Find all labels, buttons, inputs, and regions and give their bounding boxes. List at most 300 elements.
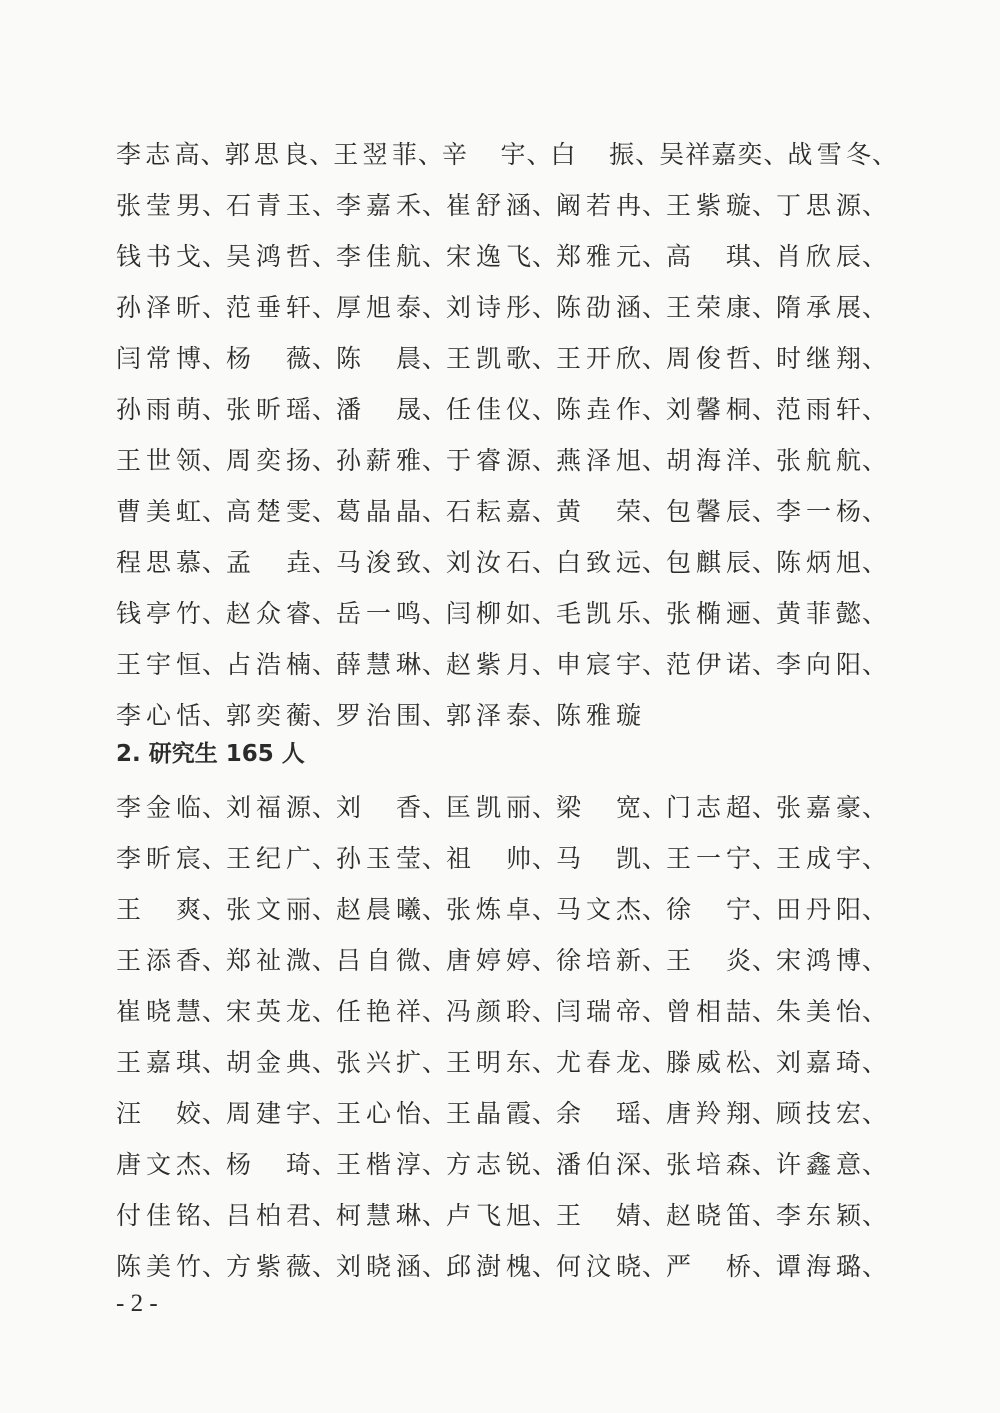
person-name: 曾相喆 bbox=[666, 996, 752, 1026]
separator: 、 bbox=[532, 343, 559, 373]
separator: 、 bbox=[422, 1047, 449, 1077]
person-name: 范伊诺 bbox=[666, 649, 752, 679]
name-row bbox=[116, 780, 896, 831]
person-name: 毛凯乐 bbox=[556, 598, 642, 628]
separator: 、 bbox=[752, 190, 779, 220]
person-name: 马 凯 bbox=[556, 843, 642, 873]
separator: 、 bbox=[532, 598, 559, 628]
person-name: 孙泽昕 bbox=[116, 292, 202, 322]
person-name: 郑祉溦 bbox=[226, 945, 312, 975]
person-name: 王荣康 bbox=[666, 292, 752, 322]
person-name: 徐 宁 bbox=[666, 894, 752, 924]
separator: 、 bbox=[862, 996, 889, 1026]
separator: 、 bbox=[422, 649, 449, 679]
person-name: 刘馨桐 bbox=[666, 394, 752, 424]
separator: 、 bbox=[532, 843, 559, 873]
separator: 、 bbox=[642, 343, 669, 373]
separator: 、 bbox=[422, 394, 449, 424]
separator: 、 bbox=[862, 1149, 889, 1179]
separator: 、 bbox=[752, 894, 779, 924]
person-name: 李一杨 bbox=[776, 496, 862, 526]
separator: 、 bbox=[862, 343, 889, 373]
separator: 、 bbox=[532, 496, 559, 526]
name-row bbox=[116, 1188, 896, 1239]
name-row bbox=[116, 586, 896, 637]
person-name: 占浩楠 bbox=[226, 649, 312, 679]
separator: 、 bbox=[862, 241, 889, 271]
person-name: 何汶晓 bbox=[556, 1251, 642, 1281]
person-name: 王开欣 bbox=[556, 343, 642, 373]
separator: 、 bbox=[202, 292, 229, 322]
section-heading: 2. 研究生 165 人 bbox=[116, 741, 305, 767]
separator: 、 bbox=[642, 1047, 669, 1077]
separator: 、 bbox=[312, 496, 339, 526]
person-name: 孙雨萌 bbox=[116, 394, 202, 424]
separator: 、 bbox=[312, 343, 339, 373]
separator: 、 bbox=[862, 190, 889, 220]
person-name: 陈雅璇 bbox=[556, 700, 642, 730]
person-name: 陈垚作 bbox=[556, 394, 642, 424]
person-name: 潘伯深 bbox=[556, 1149, 642, 1179]
person-name: 阚若冉 bbox=[556, 190, 642, 220]
name-row bbox=[116, 984, 896, 1035]
separator: 、 bbox=[422, 894, 449, 924]
separator: 、 bbox=[532, 394, 559, 424]
separator: 、 bbox=[202, 394, 229, 424]
person-name: 胡海洋 bbox=[666, 445, 752, 475]
person-name: 孟 垚 bbox=[226, 547, 312, 577]
person-name: 滕威松 bbox=[666, 1047, 752, 1077]
separator: 、 bbox=[422, 241, 449, 271]
separator: 、 bbox=[312, 996, 339, 1026]
person-name: 刘 香 bbox=[336, 792, 422, 822]
person-name: 李向阳 bbox=[776, 649, 862, 679]
person-name: 冯颜聆 bbox=[446, 996, 532, 1026]
person-name: 许鑫意 bbox=[776, 1149, 862, 1179]
separator: 、 bbox=[763, 139, 790, 169]
separator: 、 bbox=[309, 139, 336, 169]
name-row bbox=[116, 127, 899, 178]
separator: 、 bbox=[312, 241, 339, 271]
separator: 、 bbox=[532, 1251, 559, 1281]
person-name: 刘汝石 bbox=[446, 547, 532, 577]
separator: 、 bbox=[642, 547, 669, 577]
person-name: 李东颖 bbox=[776, 1200, 862, 1230]
person-name: 柯慧琳 bbox=[336, 1200, 422, 1230]
separator: 、 bbox=[532, 292, 559, 322]
separator: 、 bbox=[642, 1149, 669, 1179]
separator: 、 bbox=[422, 598, 449, 628]
person-name: 吕自微 bbox=[336, 945, 422, 975]
person-name: 赵紫月 bbox=[446, 649, 532, 679]
person-name: 李心恬 bbox=[116, 700, 202, 730]
separator: 、 bbox=[752, 1200, 779, 1230]
person-name: 赵晓笛 bbox=[666, 1200, 752, 1230]
name-row bbox=[116, 637, 896, 688]
person-name: 丁思源 bbox=[776, 190, 862, 220]
separator: 、 bbox=[417, 139, 444, 169]
separator: 、 bbox=[312, 1251, 339, 1281]
person-name: 于睿源 bbox=[446, 445, 532, 475]
name-row bbox=[116, 280, 896, 331]
separator: 、 bbox=[642, 945, 669, 975]
separator: 、 bbox=[752, 241, 779, 271]
person-name: 闫柳如 bbox=[446, 598, 532, 628]
name-list-undergraduate bbox=[116, 127, 899, 739]
separator: 、 bbox=[642, 1200, 669, 1230]
separator: 、 bbox=[422, 700, 449, 730]
person-name: 任艳祥 bbox=[336, 996, 422, 1026]
separator: 、 bbox=[422, 792, 449, 822]
person-name: 杨 薇 bbox=[226, 343, 312, 373]
separator: 、 bbox=[532, 996, 559, 1026]
person-name: 张培森 bbox=[666, 1149, 752, 1179]
person-name: 顾技宏 bbox=[776, 1098, 862, 1128]
separator: 、 bbox=[202, 496, 229, 526]
separator: 、 bbox=[422, 496, 449, 526]
person-name: 包馨辰 bbox=[666, 496, 752, 526]
person-name: 石青玉 bbox=[226, 190, 312, 220]
separator: 、 bbox=[642, 598, 669, 628]
person-name: 门志超 bbox=[666, 792, 752, 822]
separator: 、 bbox=[862, 1047, 889, 1077]
separator: 、 bbox=[532, 649, 559, 679]
person-name: 王宇恒 bbox=[116, 649, 202, 679]
person-name: 马浚致 bbox=[336, 547, 422, 577]
separator: 、 bbox=[312, 649, 339, 679]
person-name: 朱美怡 bbox=[776, 996, 862, 1026]
separator: 、 bbox=[422, 1149, 449, 1179]
person-name: 方紫薇 bbox=[226, 1251, 312, 1281]
person-name: 战雪冬 bbox=[787, 139, 873, 169]
person-name: 赵晨曦 bbox=[336, 894, 422, 924]
person-name: 李金临 bbox=[116, 792, 202, 822]
person-name: 李嘉禾 bbox=[336, 190, 422, 220]
name-row bbox=[116, 331, 896, 382]
person-name: 石耘嘉 bbox=[446, 496, 532, 526]
separator: 、 bbox=[202, 700, 229, 730]
person-name: 程思慕 bbox=[116, 547, 202, 577]
person-name: 张炼卓 bbox=[446, 894, 532, 924]
person-name: 唐婷婷 bbox=[446, 945, 532, 975]
separator: 、 bbox=[532, 445, 559, 475]
separator: 、 bbox=[752, 996, 779, 1026]
person-name: 王楷淳 bbox=[336, 1149, 422, 1179]
separator: 、 bbox=[752, 1047, 779, 1077]
separator: 、 bbox=[312, 445, 339, 475]
separator: 、 bbox=[202, 241, 229, 271]
separator: 、 bbox=[635, 139, 662, 169]
separator: 、 bbox=[200, 139, 227, 169]
separator: 、 bbox=[532, 792, 559, 822]
name-row bbox=[116, 688, 896, 739]
person-name: 黄菲懿 bbox=[776, 598, 862, 628]
person-name: 燕泽旭 bbox=[556, 445, 642, 475]
separator: 、 bbox=[642, 649, 669, 679]
separator: 、 bbox=[312, 945, 339, 975]
separator: 、 bbox=[862, 547, 889, 577]
separator: 、 bbox=[752, 843, 779, 873]
person-name: 宋英龙 bbox=[226, 996, 312, 1026]
separator: 、 bbox=[312, 394, 339, 424]
separator: 、 bbox=[642, 241, 669, 271]
person-name: 王心怡 bbox=[336, 1098, 422, 1128]
separator: 、 bbox=[202, 1149, 229, 1179]
separator: 、 bbox=[312, 894, 339, 924]
separator: 、 bbox=[862, 792, 889, 822]
person-name: 田丹阳 bbox=[776, 894, 862, 924]
name-row bbox=[116, 831, 896, 882]
person-name: 陈劭涵 bbox=[556, 292, 642, 322]
person-name: 张航航 bbox=[776, 445, 862, 475]
separator: 、 bbox=[202, 1047, 229, 1077]
person-name: 崔舒涵 bbox=[446, 190, 532, 220]
separator: 、 bbox=[202, 1251, 229, 1281]
person-name: 胡金典 bbox=[226, 1047, 312, 1077]
person-name: 任佳仪 bbox=[446, 394, 532, 424]
separator: 、 bbox=[532, 241, 559, 271]
person-name: 王明东 bbox=[446, 1047, 532, 1077]
person-name: 钱亭竹 bbox=[116, 598, 202, 628]
separator: 、 bbox=[312, 1047, 339, 1077]
person-name: 谭海璐 bbox=[776, 1251, 862, 1281]
person-name: 吕柏君 bbox=[226, 1200, 312, 1230]
person-name: 陈 晨 bbox=[336, 343, 422, 373]
person-name: 范雨轩 bbox=[776, 394, 862, 424]
person-name: 张嘉豪 bbox=[776, 792, 862, 822]
name-row bbox=[116, 535, 896, 586]
separator: 、 bbox=[752, 343, 779, 373]
person-name: 匡凯丽 bbox=[446, 792, 532, 822]
person-name: 葛晶晶 bbox=[336, 496, 422, 526]
person-name: 崔晓慧 bbox=[116, 996, 202, 1026]
separator: 、 bbox=[752, 649, 779, 679]
separator: 、 bbox=[532, 190, 559, 220]
name-row bbox=[116, 433, 896, 484]
separator: 、 bbox=[752, 598, 779, 628]
person-name: 张昕瑶 bbox=[226, 394, 312, 424]
separator: 、 bbox=[752, 394, 779, 424]
separator: 、 bbox=[862, 1200, 889, 1230]
person-name: 郭泽泰 bbox=[446, 700, 532, 730]
separator: 、 bbox=[752, 445, 779, 475]
person-name: 郑雅元 bbox=[556, 241, 642, 271]
person-name: 范垂轩 bbox=[226, 292, 312, 322]
person-name: 王世领 bbox=[116, 445, 202, 475]
name-row bbox=[116, 484, 896, 535]
separator: 、 bbox=[532, 547, 559, 577]
separator: 、 bbox=[202, 945, 229, 975]
separator: 、 bbox=[752, 1251, 779, 1281]
separator: 、 bbox=[422, 343, 449, 373]
person-name: 白 振 bbox=[550, 139, 636, 169]
person-name: 王 爽 bbox=[116, 894, 202, 924]
separator: 、 bbox=[872, 139, 899, 169]
person-name: 张文丽 bbox=[226, 894, 312, 924]
separator: 、 bbox=[422, 945, 449, 975]
separator: 、 bbox=[312, 1149, 339, 1179]
person-name: 罗治围 bbox=[336, 700, 422, 730]
person-name: 张莹男 bbox=[116, 190, 202, 220]
separator: 、 bbox=[532, 945, 559, 975]
separator: 、 bbox=[202, 792, 229, 822]
person-name: 吴祥嘉奕 bbox=[659, 139, 764, 169]
separator: 、 bbox=[422, 547, 449, 577]
person-name: 薛慧琳 bbox=[336, 649, 422, 679]
separator: 、 bbox=[422, 1200, 449, 1230]
separator: 、 bbox=[752, 1149, 779, 1179]
separator: 、 bbox=[202, 343, 229, 373]
separator: 、 bbox=[312, 843, 339, 873]
separator: 、 bbox=[532, 1098, 559, 1128]
person-name: 闫常博 bbox=[116, 343, 202, 373]
person-name: 方志锐 bbox=[446, 1149, 532, 1179]
person-name: 宋鸿博 bbox=[776, 945, 862, 975]
separator: 、 bbox=[422, 445, 449, 475]
separator: 、 bbox=[312, 700, 339, 730]
name-row bbox=[116, 933, 896, 984]
person-name: 包麒辰 bbox=[666, 547, 752, 577]
separator: 、 bbox=[312, 1200, 339, 1230]
separator: 、 bbox=[312, 1098, 339, 1128]
person-name: 尤春龙 bbox=[556, 1047, 642, 1077]
person-name: 陈炳旭 bbox=[776, 547, 862, 577]
page-number: - 2 - bbox=[116, 1290, 158, 1317]
person-name: 徐培新 bbox=[556, 945, 642, 975]
person-name: 钱书戈 bbox=[116, 241, 202, 271]
person-name: 赵众睿 bbox=[226, 598, 312, 628]
name-row bbox=[116, 382, 896, 433]
separator: 、 bbox=[202, 1098, 229, 1128]
separator: 、 bbox=[642, 292, 669, 322]
person-name: 杨 琦 bbox=[226, 1149, 312, 1179]
person-name: 李昕宸 bbox=[116, 843, 202, 873]
separator: 、 bbox=[532, 1200, 559, 1230]
person-name: 李佳航 bbox=[336, 241, 422, 271]
person-name: 时继翔 bbox=[776, 343, 862, 373]
person-name: 王 炎 bbox=[666, 945, 752, 975]
separator: 、 bbox=[862, 292, 889, 322]
person-name: 周俊哲 bbox=[666, 343, 752, 373]
person-name: 刘诗彤 bbox=[446, 292, 532, 322]
person-name: 周奕扬 bbox=[226, 445, 312, 475]
person-name: 郭奕蘅 bbox=[226, 700, 312, 730]
separator: 、 bbox=[752, 547, 779, 577]
separator: 、 bbox=[642, 496, 669, 526]
person-name: 王紫璇 bbox=[666, 190, 752, 220]
name-row bbox=[116, 1086, 896, 1137]
person-name: 卢飞旭 bbox=[446, 1200, 532, 1230]
person-name: 汪 姣 bbox=[116, 1098, 202, 1128]
separator: 、 bbox=[862, 843, 889, 873]
separator: 、 bbox=[752, 945, 779, 975]
person-name: 马文杰 bbox=[556, 894, 642, 924]
separator: 、 bbox=[202, 445, 229, 475]
name-row bbox=[116, 229, 896, 280]
person-name: 岳一鸣 bbox=[336, 598, 422, 628]
person-name: 王嘉琪 bbox=[116, 1047, 202, 1077]
person-name: 余 瑶 bbox=[556, 1098, 642, 1128]
separator: 、 bbox=[312, 292, 339, 322]
separator: 、 bbox=[312, 547, 339, 577]
person-name: 王 婧 bbox=[556, 1200, 642, 1230]
name-row bbox=[116, 1239, 896, 1290]
separator: 、 bbox=[642, 1251, 669, 1281]
separator: 、 bbox=[202, 598, 229, 628]
separator: 、 bbox=[752, 1098, 779, 1128]
person-name: 王纪广 bbox=[226, 843, 312, 873]
separator: 、 bbox=[532, 1047, 559, 1077]
separator: 、 bbox=[862, 1251, 889, 1281]
person-name: 刘晓涵 bbox=[336, 1251, 422, 1281]
person-name: 张兴扩 bbox=[336, 1047, 422, 1077]
person-name: 梁 宽 bbox=[556, 792, 642, 822]
separator: 、 bbox=[862, 394, 889, 424]
separator: 、 bbox=[862, 1098, 889, 1128]
separator: 、 bbox=[202, 190, 229, 220]
person-name: 付佳铭 bbox=[116, 1200, 202, 1230]
person-name: 高 琪 bbox=[666, 241, 752, 271]
name-list-graduate bbox=[116, 780, 896, 1290]
person-name: 孙玉莹 bbox=[336, 843, 422, 873]
separator: 、 bbox=[422, 843, 449, 873]
person-name: 吴鸿哲 bbox=[226, 241, 312, 271]
person-name: 王翌菲 bbox=[333, 139, 418, 169]
separator: 、 bbox=[312, 792, 339, 822]
person-name: 王凯歌 bbox=[446, 343, 532, 373]
person-name: 高楚雯 bbox=[226, 496, 312, 526]
person-name: 白致远 bbox=[556, 547, 642, 577]
person-name: 辛 宇 bbox=[441, 139, 527, 169]
person-name: 黄 荣 bbox=[556, 496, 642, 526]
separator: 、 bbox=[202, 649, 229, 679]
separator: 、 bbox=[422, 292, 449, 322]
separator: 、 bbox=[422, 1098, 449, 1128]
separator: 、 bbox=[202, 894, 229, 924]
name-row bbox=[116, 178, 896, 229]
separator: 、 bbox=[642, 190, 669, 220]
separator: 、 bbox=[642, 843, 669, 873]
separator: 、 bbox=[752, 292, 779, 322]
person-name: 申宸宇 bbox=[556, 649, 642, 679]
person-name: 潘 晟 bbox=[336, 394, 422, 424]
person-name: 王添香 bbox=[116, 945, 202, 975]
name-row bbox=[116, 1137, 896, 1188]
separator: 、 bbox=[862, 894, 889, 924]
separator: 、 bbox=[642, 996, 669, 1026]
person-name: 唐文杰 bbox=[116, 1149, 202, 1179]
separator: 、 bbox=[532, 1149, 559, 1179]
person-name: 隋承展 bbox=[776, 292, 862, 322]
person-name: 闫瑞帝 bbox=[556, 996, 642, 1026]
separator: 、 bbox=[532, 700, 559, 730]
separator: 、 bbox=[642, 792, 669, 822]
separator: 、 bbox=[862, 496, 889, 526]
person-name: 厚旭泰 bbox=[336, 292, 422, 322]
person-name: 王一宁 bbox=[666, 843, 752, 873]
separator: 、 bbox=[526, 139, 553, 169]
separator: 、 bbox=[422, 190, 449, 220]
person-name: 张椭逦 bbox=[666, 598, 752, 628]
separator: 、 bbox=[752, 792, 779, 822]
separator: 、 bbox=[862, 445, 889, 475]
person-name: 周建宇 bbox=[226, 1098, 312, 1128]
person-name: 李志高 bbox=[116, 139, 201, 169]
person-name: 陈美竹 bbox=[116, 1251, 202, 1281]
person-name: 唐羚翔 bbox=[666, 1098, 752, 1128]
separator: 、 bbox=[312, 598, 339, 628]
separator: 、 bbox=[862, 945, 889, 975]
